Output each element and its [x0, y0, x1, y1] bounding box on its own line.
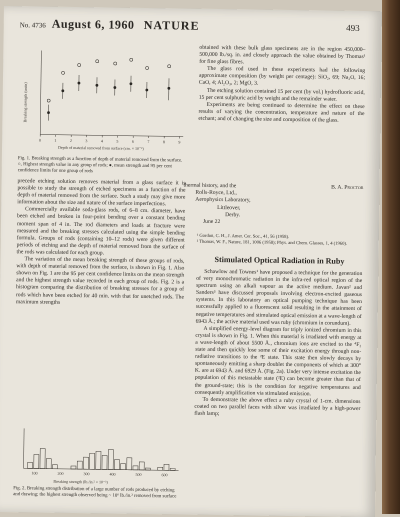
fig2-histogram-bar	[40, 449, 45, 469]
fig2-histogram-bar	[83, 457, 88, 469]
paragraph: Commercially available soda-glass rods, of 6–8 cm. diameter, have been etched and broken in four-point bending over a constant bending moment span of 4 in. The rod diameters and loads at fracture were measured and the breaking stresses calculated using the simple bending formula. Groups of rods (containing 10–12 rods) were given different periods of etching and the depth of material removed from the surface of the rods was calculated for each group.	[17, 207, 186, 259]
fig2-x-tick-label: 100	[31, 470, 37, 475]
fig2-histogram-bar	[121, 464, 126, 470]
journal-page	[0, 6, 382, 517]
affiliation-line: Rolls-Royce, Ltd.,	[195, 190, 363, 200]
fig2-x-tick-label: 500	[135, 472, 141, 477]
fig2-histogram-bar	[108, 450, 113, 470]
affiliation-line: Derby.	[225, 212, 363, 221]
fig2-histogram-bar	[28, 462, 33, 468]
fig2-histogram-bar	[127, 458, 132, 470]
paragraph: Schawlow and Townes¹ have proposed a technique for the generation of very monochromatic radiation in the infra-red optical region of the spectrum using an alkali vapour as the active medium. Javan² and Sanders³ have discussed proposals involving electron-excited gaseous systems. In this laboratory an optical pumping technique has been successfully applied to a fluorescent solid resulting in the attainment of negative temperatures and stimulated optical emission at a wave-length of 6943 Å.; the active material used was ruby (chromium in corundum).	[196, 269, 363, 328]
article-2-title: Stimulated Optical Radiation in Ruby	[196, 255, 362, 266]
journal-title: NATURE	[144, 18, 200, 34]
fig1-max-point	[130, 58, 133, 61]
affiliation-line: Aerophysics Laboratory,	[195, 197, 363, 207]
fig2-histogram-bar	[145, 468, 150, 470]
fig1-max-point	[114, 62, 117, 65]
fig1-x-tick-label: 0	[39, 138, 41, 143]
figure-2-caption: Fig. 2. Breaking strength distribution of a large number of rods produced by etching and drawing; the highest strength observed being ~ 10⁶ lb./in.² removed from surface	[13, 486, 181, 500]
fig2-histogram-bar	[170, 468, 175, 470]
page-header	[4, 14, 382, 41]
fig2-histogram-bar	[114, 460, 119, 470]
fig1-x-tick-label: 8	[163, 139, 165, 144]
fig2-histogram-bar	[77, 461, 82, 469]
fig2-histogram-bar	[139, 462, 144, 470]
fig2-x-tick-label: 400	[109, 472, 115, 477]
affiliation-line: Littleover,	[217, 205, 363, 214]
fig2-histogram-bar	[158, 467, 163, 470]
column-2-text	[198, 45, 365, 125]
paragraph: precede etching solution removes material from a glass surface it is possible to study the strength of etched specimens as a function of the depth of material removed from the surface. Such a study may give more information about the size and nature of the surface imperfections.	[17, 178, 185, 209]
paragraph: Experiments are being continued to determine the effect on these results of varying the concentration, temperature and nature of the etchant; and of changing the size and composition of the glass.	[198, 101, 364, 125]
paragraph: The glass rod used in these experiments had the following approximate composition (by weight per centage): SiO₂, 69; Na₂O, 16; CaO, 4; Al₂O₃, 2; MgO, 3.	[199, 66, 365, 90]
references	[197, 233, 363, 247]
signature-date: June 22	[203, 219, 363, 228]
fig2-histogram-bar	[133, 466, 138, 470]
fig1-x-tick-label: 5	[116, 139, 118, 144]
fig1-max-point	[146, 66, 149, 69]
fig1-x-tick-label: 2	[70, 138, 72, 143]
fig2-histogram-bar	[96, 451, 101, 469]
fig2-histogram-bar	[102, 455, 107, 469]
signature-lead-in: thermal history, and the	[183, 183, 236, 191]
paragraph: The variation of the mean breaking strength of these groups of rods, with depth of material removed from the surface, is shown in Fig. 1. Also shown on Fig. 1 are the 95 per cent confidence limits on the mean strength and the highest strength value recorded in each group of rods. Fig. 2 is a histogram comparing the distribution of breaking stresses for a group of rods which have been etched for 40 min. with that for unetched rods. The maximum strengths	[16, 256, 185, 308]
paragraph: The etching solution contained 15 per cent (by vol.) hydrofluoric acid, 15 per cent sulphuric acid by weight and the remainder water.	[199, 87, 365, 104]
fig1-x-tick-label: 4	[101, 138, 103, 143]
fig2-histogram-bar	[90, 453, 95, 469]
fig1-x-tick-label: 3	[85, 138, 87, 143]
fig1-y-label: Breaking strength (units)	[22, 82, 28, 123]
fig2-x-tick-label: 600	[161, 472, 167, 477]
fig1-x-tick-label: 7	[147, 139, 149, 144]
article-2-body	[194, 269, 362, 420]
fig1-max-point	[62, 71, 65, 74]
signature-block	[183, 183, 364, 229]
fig2-histogram-bar	[46, 459, 51, 469]
fig2-x-tick-label: 200	[57, 471, 63, 476]
issue-number: No. 4736	[20, 21, 46, 29]
fig2-histogram-bar	[34, 454, 39, 468]
fig2-histogram-bar	[52, 465, 57, 469]
paragraph: A simplified energy-level diagram for triply ionized chromium in this crystal is shown in Fig. 1. When this material is irradiated with energy at a wave-length of about 5500 Å., chromium ions are excited to the ⁴F₂ state and then quickly lose some of their excitation energy through non-radiative transitions to the ²E state. This state then slowly decays by spontaneously emitting a sharp doublet the components of which at 300° K. are at 6943 Å. and 6929 Å. (Fig. 2a). Under very intense excitation the population of this metastable state (²E) can become greater than that of the ground-state; this is the condition for negative temperatures and consequently amplification via stimulated emission.	[195, 325, 362, 398]
fig1-x-label: Depth of material removed from surface (cm. × 10⁻²)	[58, 145, 144, 151]
fig1-max-point	[47, 99, 50, 102]
fig1-y-axis	[40, 51, 41, 135]
fig1-max-point	[78, 64, 81, 67]
page-number: 493	[346, 23, 360, 33]
fig2-histogram-bar	[164, 464, 169, 470]
author-name: B. A. Proctor	[331, 185, 363, 193]
paragraph: To demonstrate the above effect a ruby crystal of 1-cm. dimensions coated on two parallel faces with silver was irradiated by a high-power flash lamp;	[194, 396, 360, 420]
book-spine	[382, 0, 400, 514]
fig2-x-tick-label: 300	[83, 471, 89, 476]
fig2-histogram-bar	[71, 466, 76, 469]
fig2-x-label: Breaking strength (lb./in.² × 10⁻³)	[53, 479, 108, 485]
figure-1-caption: Fig. 1. Breaking strength as a function of depth of material removed from the surface. ○, Highest strength value in any group of rods; ●, mean strength and 95 per cent confidence limits for one group of rods	[18, 156, 186, 176]
fig1-x-tick-label: 1	[54, 138, 56, 143]
paragraph: obtained with these bulk glass specimens are in the region 450,000–500,000 lb./sq. in. and closely approach the value obtained by Thomas¹ for fine glass fibres.	[199, 45, 365, 69]
fig1-max-point	[168, 65, 171, 68]
fig1-x-tick-label: 9	[178, 139, 180, 144]
column-1-text	[16, 178, 186, 308]
fig1-x-tick-label: 6	[132, 139, 134, 144]
reference-item: ¹ Gordon, C. H., J. Amer. Cer. Soc., 41, 56 (1958).	[197, 233, 363, 241]
fig2-y-axis	[24, 428, 25, 468]
figure-2	[13, 424, 184, 488]
figure-1	[18, 42, 190, 156]
reference-item: ² Thomas, W. F., Nature, 181, 1006 (1958); Phys. and Chem. Glasses, 1, 4 (1960).	[197, 239, 363, 247]
fig1-x-axis	[40, 135, 183, 137]
fig1-max-point	[96, 60, 99, 63]
issue-date: August 6, 1960	[52, 17, 135, 33]
